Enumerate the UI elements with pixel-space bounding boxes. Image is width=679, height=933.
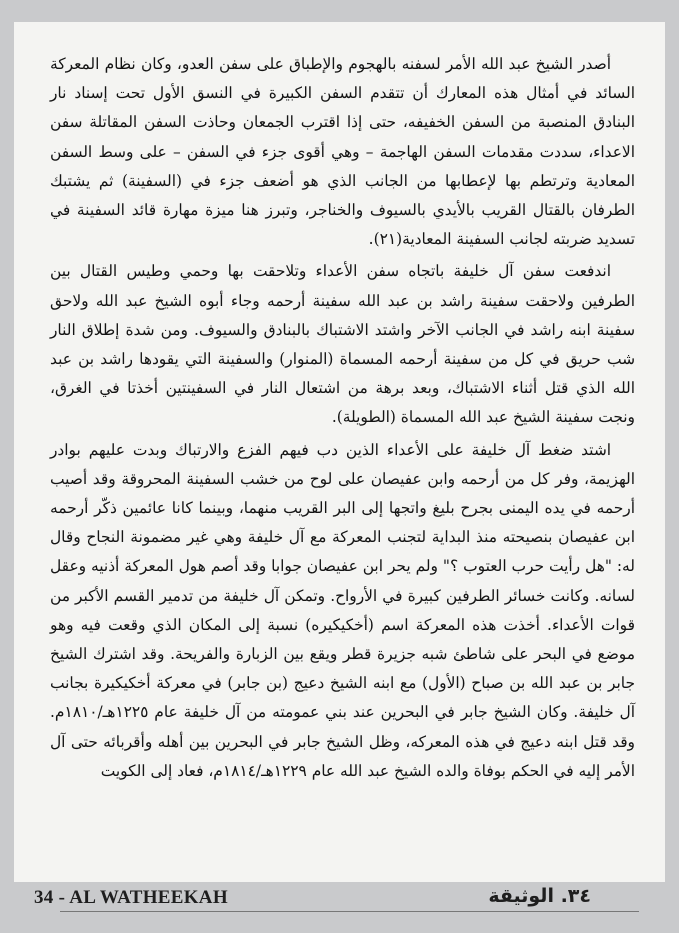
body-text xyxy=(50,50,635,789)
paragraph-3: اشتد ضغط آل خليفة على الأعداء الذين دب فيهم الفزع والارتباك وبدت عليهم بوادر الهزيمة، وفر كل من أرحمه وابن عفيصان على لوح من خشب السفينة المحروقة وقد أصيب أرحمه في يده اليمنى بجرح بليغ واتجها إلى البر القريب منهما، وبينما كانا عائمين ذكّر أرحمه ابن عفيصان بنصيحته منذ البداية لتجنب المعركة مع آل خليفة وهي غير مضمونة النجاح وقال له: "هل رأيت حرب العتوب ؟" ولم يحر ابن عفيصان جوابا وقد أصم هول المعركة أذنيه وعقل لسانه. وكانت خسائر الطرفين كبيرة في الأرواح. وتمكن آل خليفة من تدمير القسم الأكبر من قوات الأعداء. أخذت هذه المعركة اسم (أخكيكيره) نسبة إلى المكان الذي وقعت فيه وهو موضع في البحر على شاطئ شبه جزيرة قطر ويقع بين الزبارة والفريحة. وقد اشترك الشيخ جابر بن عبد الله بن صباح (الأول) مع ابنه الشيخ دعيج (بن جابر) في معركة أخكيكيرة بجانب آل خليفة. وكان الشيخ جابر في البحرين عند بني عمومته من آل خليفة عام ١٢٢٥هـ/١٨١٠م. وقد قتل ابنه دعيج في هذه المعركه، وظل الشيخ جابر في البحرين بين أهله وأقربائه حتى آل الأمر إليه في الحكم بوفاة والده الشيخ عبد الله عام ١٢٢٩هـ/١٨١٤م، فعاد إلى الكويت xyxy=(50,440,635,780)
paragraph-1: أصدر الشيخ عبد الله الأمر لسفنه بالهجوم والإطباق على سفن العدو، وكان نظام المعركة السائد في أمثال هذه المعارك أن تتقدم السفن الكبيرة في النسق الأول تحت إسناد نار البنادق المنصبة من السفن الخفيفه، حتى إذا اقترب الجمعان وحاذت السفن المقاتلة سفن الاعداء، سددت مقدمات السفن الهاجمة – وهي أقوى جزء في السفن – على وسط السفن المعادية وترتطم بها لإعطابها من الجانب الذي هو أضعف جزء في (السفينة) ثم يشتبك الطرفان بالقتال القريب بالأيدي بالسيوف والخناجر، وتبرز هنا ميزة مهارة قائد السفينة في تسديد ضربته لجانب السفينة المعادية(٢١). xyxy=(50,55,635,249)
page-footer xyxy=(0,885,679,915)
footer-page-label-arabic: ٣٤. الوثيقة xyxy=(488,885,591,907)
footer-divider xyxy=(60,911,639,912)
paragraph-2: اندفعت سفن آل خليفة باتجاه سفن الأعداء وتلاحقت بها وحمي وطيس القتال بين الطرفين ولاحقت سفينة راشد بن عبد الله سفينة أرحمه وجاء أبوه الشيخ عبد الله ولاحق سفينة ابنه راشد في الجانب الآخر واشتد الاشتباك بالبنادق والسيوف. ومن شدة إطلاق النار شب حريق في كل من سفينة أرحمه المسماة (المنوار) والسفينة التي يقودها راشد بن عبد الله الذي قتل أثناء الاشتباك، وبعد برهة من اشتعال النار في السفينتين أخذتا في الغرق، ونجت سفينة الشيخ عبد الله المسماة (الطويلة). xyxy=(50,262,635,427)
footer-page-label-latin: 34 - AL WATHEEKAH xyxy=(34,887,228,908)
document-page xyxy=(14,22,665,882)
